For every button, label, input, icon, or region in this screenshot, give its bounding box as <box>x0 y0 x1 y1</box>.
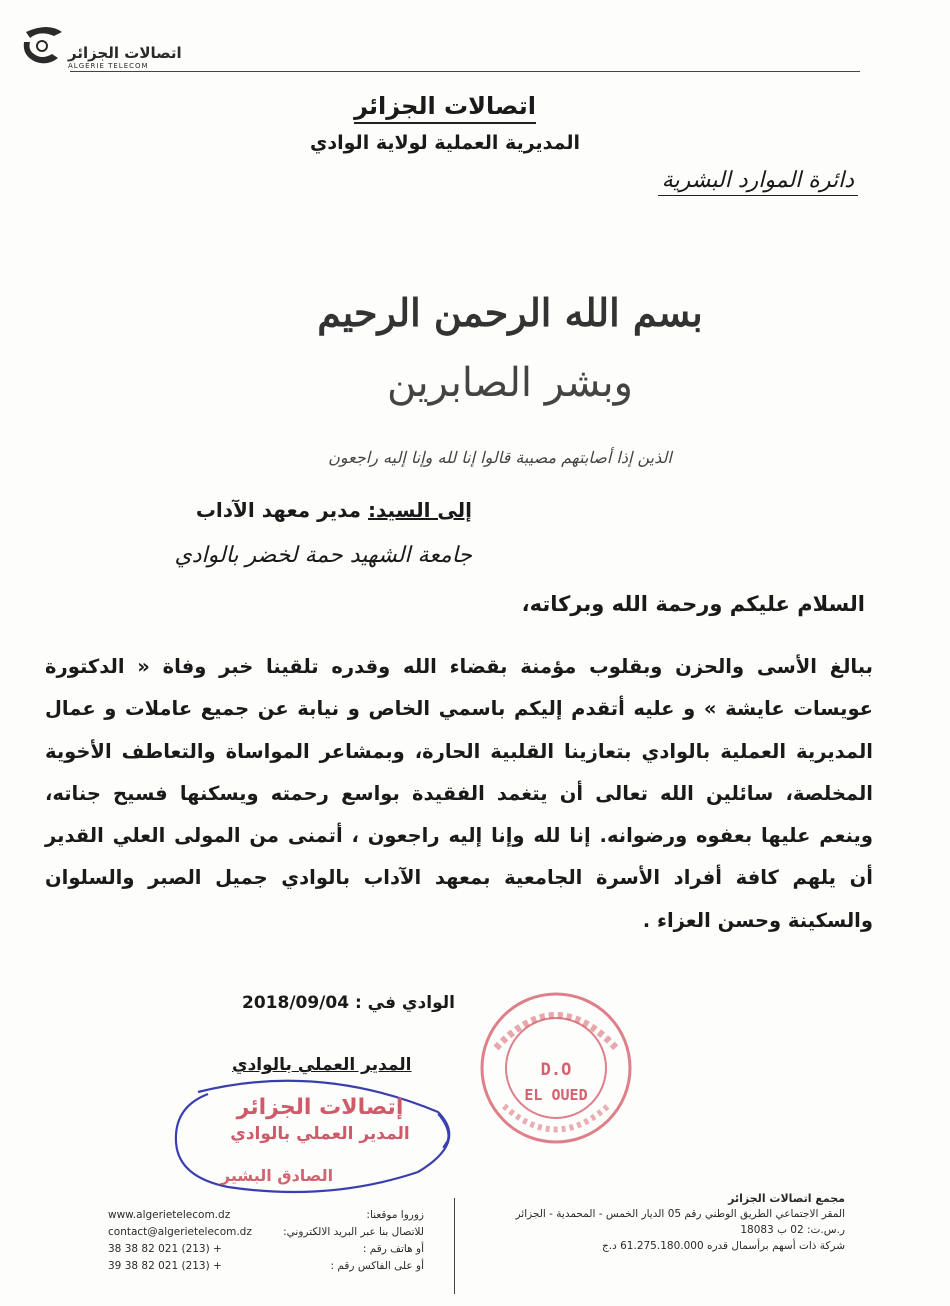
organization-subtitle: المديرية العملية لولاية الوادي <box>309 132 581 154</box>
place-date-line <box>242 993 455 1013</box>
footer-divider <box>454 1198 455 1294</box>
footer-contact <box>108 1206 424 1274</box>
letter-greeting: السلام عليكم ورحمة الله وبركاته، <box>521 592 865 616</box>
company-name: مجمع اتصالات الجزائر <box>728 1192 845 1205</box>
email-link[interactable]: contact@algerietelecom.dz <box>108 1225 252 1238</box>
stamp-org-name: إتصالات الجزائر <box>236 1095 404 1120</box>
logo-arabic-text: اتصالات الجزائر <box>68 44 182 62</box>
basmala-calligraphy: بسم الله الرحمن الرحيم <box>317 290 703 335</box>
signer-name: الصادق البشير <box>220 1166 334 1185</box>
fax-number: 39 38 82 021 (213) + <box>108 1259 222 1272</box>
footer-company-info <box>515 1192 845 1256</box>
round-stamp-city: EL OUED <box>524 1086 588 1104</box>
algerie-telecom-logo-icon <box>18 22 66 70</box>
letter-body <box>45 646 873 942</box>
quran-verse: الذين إذا أصابتهم مصيبة قالوا إنا لله وإنا إليه راجعون <box>328 448 672 467</box>
recipient-label: إلى السيد: <box>368 498 472 522</box>
letter-date: 2018/09/04 <box>242 993 350 1013</box>
footer-phone-row: 38 38 82 021 (213) + أو هاتف رقم : <box>108 1242 424 1255</box>
round-stamp-code: D.O <box>540 1060 572 1080</box>
phone-number: 38 38 82 021 (213) + <box>108 1242 222 1255</box>
company-address: المقر الاجتماعي الطريق الوطني رقم 05 الديار الخمس - المحمدية - الجزائر <box>515 1208 845 1220</box>
place-label: الوادي في : <box>354 993 455 1013</box>
department-name: دائرة الموارد البشرية <box>658 168 858 196</box>
stamp-director-title: المدير العملي بالوادي <box>230 1124 410 1144</box>
website-link[interactable]: www.algerietelecom.dz <box>108 1208 231 1221</box>
director-title: المدير العملي بالوادي <box>232 1055 412 1075</box>
company-registry: ر.س.ت: 02 ب 18083 <box>740 1224 845 1236</box>
header-divider <box>70 71 860 72</box>
footer-website-row: www.algerietelecom.dz زوروا موقعنا: <box>108 1208 424 1221</box>
letter-paragraph: ببالغ الأسى والحزن وبقلوب مؤمنة بقضاء الله وقدره تلقينا خبر وفاة « الدكتورة عويسات عايشة » و عليه أتقدم إليكم باسمي الخاص و نيابة عن جميع عاملات و عمال المديرية العملية بالوادي بتعازينا القلبية الحارة، وبمشاعر المواساة والتعاطف الأخوية المخلصة، سائلين الله تعالى أن يتغمد الفقيدة بواسع رحمته ويسكنها فسيح جناته، وينعم عليها بعفوه ورضوانه. إنا لله وإنا إليه راجعون ، أتمنى من المولى العلي القدير أن يلهم كافة أفراد الأسرة الجامعية بمعهد الآداب بالوادي جميل الصبر والسلوان والسكينة وحسن العزاء . <box>45 655 873 932</box>
recipient-institution: جامعة الشهيد حمة لخضر بالوادي <box>174 543 472 568</box>
organization-name: اتصالات الجزائر <box>0 92 950 120</box>
logo-latin-text: ALGERIE TELECOM <box>68 62 149 70</box>
footer-fax-row: 39 38 82 021 (213) + أو على الفاكس رقم : <box>108 1259 424 1272</box>
recipient-line <box>196 498 472 522</box>
glad-tidings-calligraphy: وبشر الصابرين <box>387 360 633 406</box>
footer-email-row: contact@algerietelecom.dz للاتصال بنا عبر البريد الالكتروني: <box>108 1225 424 1238</box>
company-capital: شركة ذات أسهم برأسمال قدره 61.275.180.000 د.ج <box>601 1240 845 1252</box>
recipient-title: مدير معهد الآداب <box>195 498 362 522</box>
